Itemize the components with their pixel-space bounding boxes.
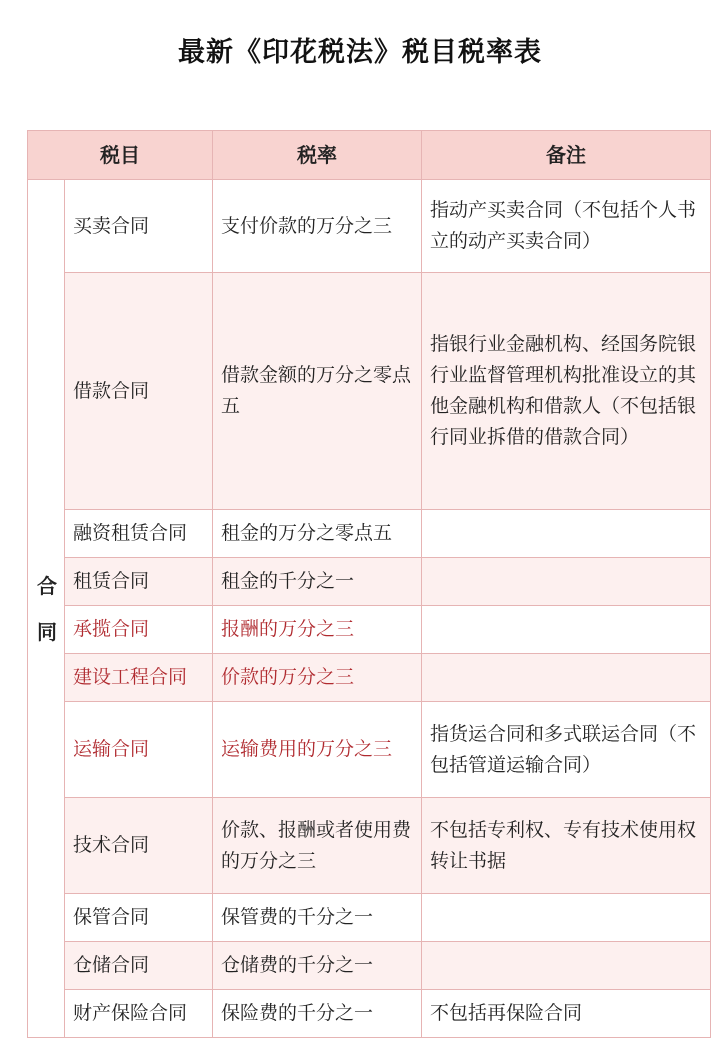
tax-rate-cell: 运输费用的万分之三 — [213, 702, 422, 798]
remarks-cell: 指动产买卖合同（不包括个人书立的动产买卖合同） — [422, 180, 711, 273]
tax-rate-cell: 报酬的万分之三 — [213, 606, 422, 654]
header-remarks: 备注 — [422, 131, 711, 180]
table-row — [28, 180, 711, 273]
tax-rate-cell: 价款的万分之三 — [213, 654, 422, 702]
header-tax-item: 税目 — [28, 131, 213, 180]
tax-item-cell: 财产保险合同 — [65, 990, 213, 1038]
remarks-cell — [422, 942, 711, 990]
remarks-cell: 不包括专利权、专有技术使用权转让书据 — [422, 798, 711, 894]
category-cell — [28, 180, 65, 1038]
table-row — [28, 894, 711, 942]
tax-item-cell: 仓储合同 — [65, 942, 213, 990]
table-row — [28, 654, 711, 702]
tax-rate-cell: 借款金额的万分之零点五 — [213, 273, 422, 510]
table-row — [28, 702, 711, 798]
remarks-cell: 指货运合同和多式联运合同（不包括管道运输合同） — [422, 702, 711, 798]
tax-item-cell: 保管合同 — [65, 894, 213, 942]
tax-rate-table — [27, 130, 711, 1038]
table-row — [28, 990, 711, 1038]
table-row — [28, 798, 711, 894]
remarks-cell — [422, 606, 711, 654]
table-row — [28, 942, 711, 990]
header-tax-rate: 税率 — [213, 131, 422, 180]
tax-item-cell: 技术合同 — [65, 798, 213, 894]
tax-item-cell: 融资租赁合同 — [65, 510, 213, 558]
tax-item-cell: 买卖合同 — [65, 180, 213, 273]
tax-rate-cell: 价款、报酬或者使用费的万分之三 — [213, 798, 422, 894]
table-header-row — [28, 131, 711, 180]
tax-rate-cell: 租金的万分之零点五 — [213, 510, 422, 558]
table-row — [28, 510, 711, 558]
remarks-cell — [422, 558, 711, 606]
remarks-cell — [422, 894, 711, 942]
remarks-cell: 不包括再保险合同 — [422, 990, 711, 1038]
table-row — [28, 273, 711, 510]
table-row — [28, 606, 711, 654]
category-label: 合同 — [37, 573, 57, 644]
tax-rate-cell: 保管费的千分之一 — [213, 894, 422, 942]
remarks-cell — [422, 654, 711, 702]
tax-rate-cell: 保险费的千分之一 — [213, 990, 422, 1038]
tax-item-cell: 借款合同 — [65, 273, 213, 510]
tax-rate-cell: 仓储费的千分之一 — [213, 942, 422, 990]
page-title: 最新《印花税法》税目税率表 — [178, 37, 542, 68]
remarks-cell: 指银行业金融机构、经国务院银行业监督管理机构批准设立的其他金融机构和借款人（不包括银行同业拆借的借款合同） — [422, 273, 711, 510]
tax-item-cell: 建设工程合同 — [65, 654, 213, 702]
tax-item-cell: 租赁合同 — [65, 558, 213, 606]
table-row — [28, 558, 711, 606]
tax-rate-cell: 支付价款的万分之三 — [213, 180, 422, 273]
tax-item-cell: 运输合同 — [65, 702, 213, 798]
remarks-cell — [422, 510, 711, 558]
tax-item-cell: 承揽合同 — [65, 606, 213, 654]
tax-rate-cell: 租金的千分之一 — [213, 558, 422, 606]
